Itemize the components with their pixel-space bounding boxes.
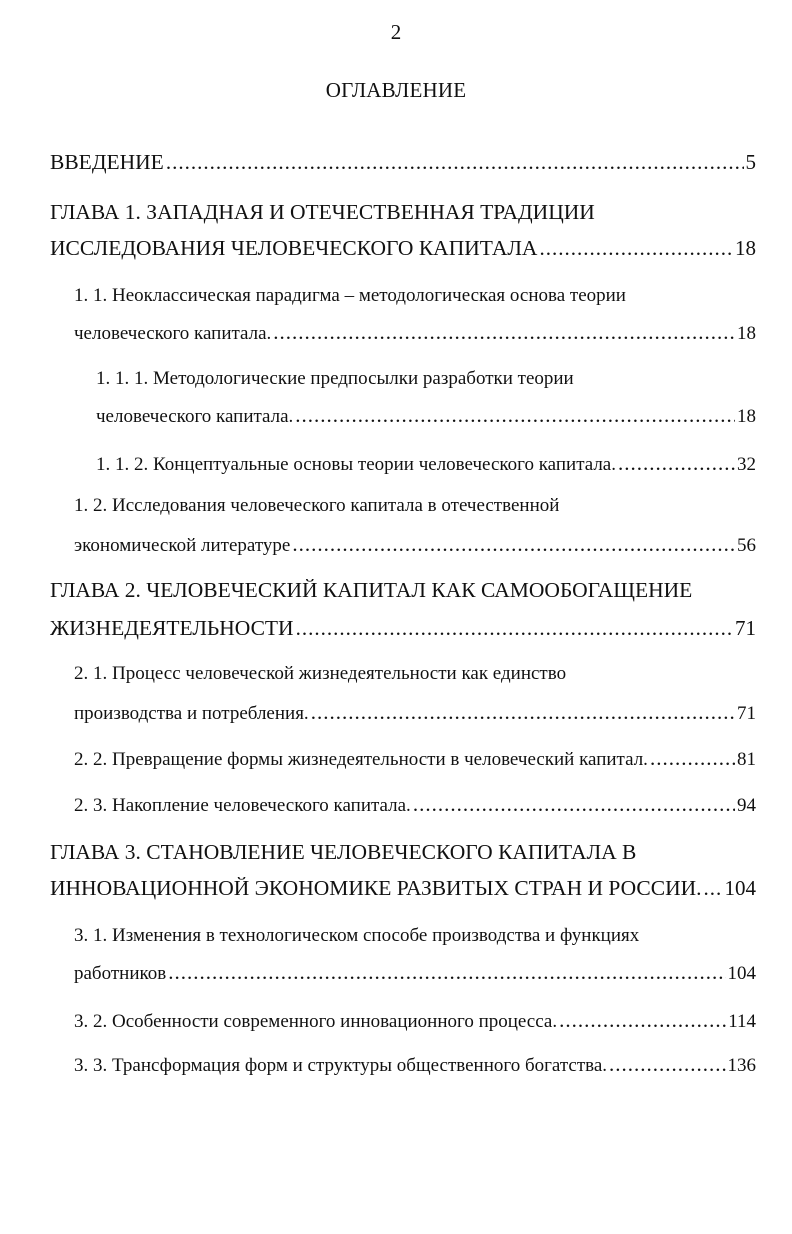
toc-page-number: 104 [727,963,756,984]
leader-dots [166,150,744,174]
toc-page-number: 81 [737,749,756,770]
toc-entry-title: 1. 1. 2. Концептуальные основы теории человеческого капитала. [96,454,616,475]
toc-entry-title-continued: работников [74,963,167,984]
leader-dots [609,1052,725,1076]
toc-entry-title: 2. 2. Превращение формы жизнедеятельности в человеческий капитал. [74,749,648,770]
toc-page-number: 18 [737,406,756,427]
leader-dots [618,451,735,475]
leader-dots [650,746,735,770]
toc-entry-title: 3. 2. Особенности современного инновационного процесса. [74,1011,558,1032]
leader-dots [168,960,725,984]
toc-entry-title-continued: ИННОВАЦИОННОЙ ЭКОНОМИКЕ РАЗВИТЫХ СТРАН И РОССИИ. [50,876,702,900]
toc-page-number: 5 [745,150,756,174]
leader-dots [413,792,735,816]
toc-page-number: 71 [737,703,756,724]
toc-page-number: 32 [737,454,756,475]
leader-dots [296,616,733,640]
toc-page-number: 94 [737,795,756,816]
toc-entry-title-continued: ЖИЗНЕДЕЯТЕЛЬНОСТИ [50,616,294,640]
leader-dots [539,236,733,260]
toc-entry-title: 1. 1. 1. Методологические предпосылки разработки теории [96,368,574,389]
toc-entry-title: 1. 1. Неоклассическая парадигма – методологическая основа теории [74,285,626,306]
leader-dots [311,700,735,724]
toc-entry-title: ГЛАВА 1. ЗАПАДНАЯ И ОТЕЧЕСТВЕННАЯ ТРАДИЦИИ [50,200,595,224]
toc-page-number: 114 [728,1011,756,1032]
leader-dots [704,876,723,900]
toc-page-number: 18 [737,323,756,344]
toc-entry-title-continued: производства и потребления. [74,703,309,724]
toc-entry-title-continued: ИССЛЕДОВАНИЯ ЧЕЛОВЕЧЕСКОГО КАПИТАЛА [50,236,538,260]
leader-dots [559,1008,726,1032]
toc-entry-title: 1. 2. Исследования человеческого капитала в отечественной [74,495,560,516]
toc-page-number: 56 [737,535,756,556]
toc-entry-title: ГЛАВА 2. ЧЕЛОВЕЧЕСКИЙ КАПИТАЛ КАК САМООБОГАЩЕНИЕ [50,578,693,602]
toc-entry-title-continued: человеческого капитала. [74,323,272,344]
toc-entry-title-continued: экономической литературе [74,535,291,556]
leader-dots [292,532,735,556]
leader-dots [273,320,735,344]
toc-entry-title: 2. 1. Процесс человеческой жизнедеятельности как единство [74,663,567,684]
toc-title: ОГЛАВЛЕНИЕ [325,78,467,102]
leader-dots [295,403,735,427]
toc-page-number: 18 [735,236,756,260]
toc-entry-title-continued: человеческого капитала. [96,406,294,427]
toc-entry-title: 3. 3. Трансформация форм и структуры общественного богатства. [74,1055,608,1076]
page-number: 2 [390,20,402,44]
toc-entry-title: 2. 3. Накопление человеческого капитала. [74,795,411,816]
toc-page-number: 71 [735,616,756,640]
toc-entry-title: 3. 1. Изменения в технологическом способе производства и функциях [74,925,640,946]
toc-entry-title: ГЛАВА 3. СТАНОВЛЕНИЕ ЧЕЛОВЕЧЕСКОГО КАПИТАЛА В [50,840,637,864]
toc-page-number: 104 [724,876,756,900]
toc-page-number: 136 [727,1055,756,1076]
toc-entry-title: ВВЕДЕНИЕ [50,150,164,174]
